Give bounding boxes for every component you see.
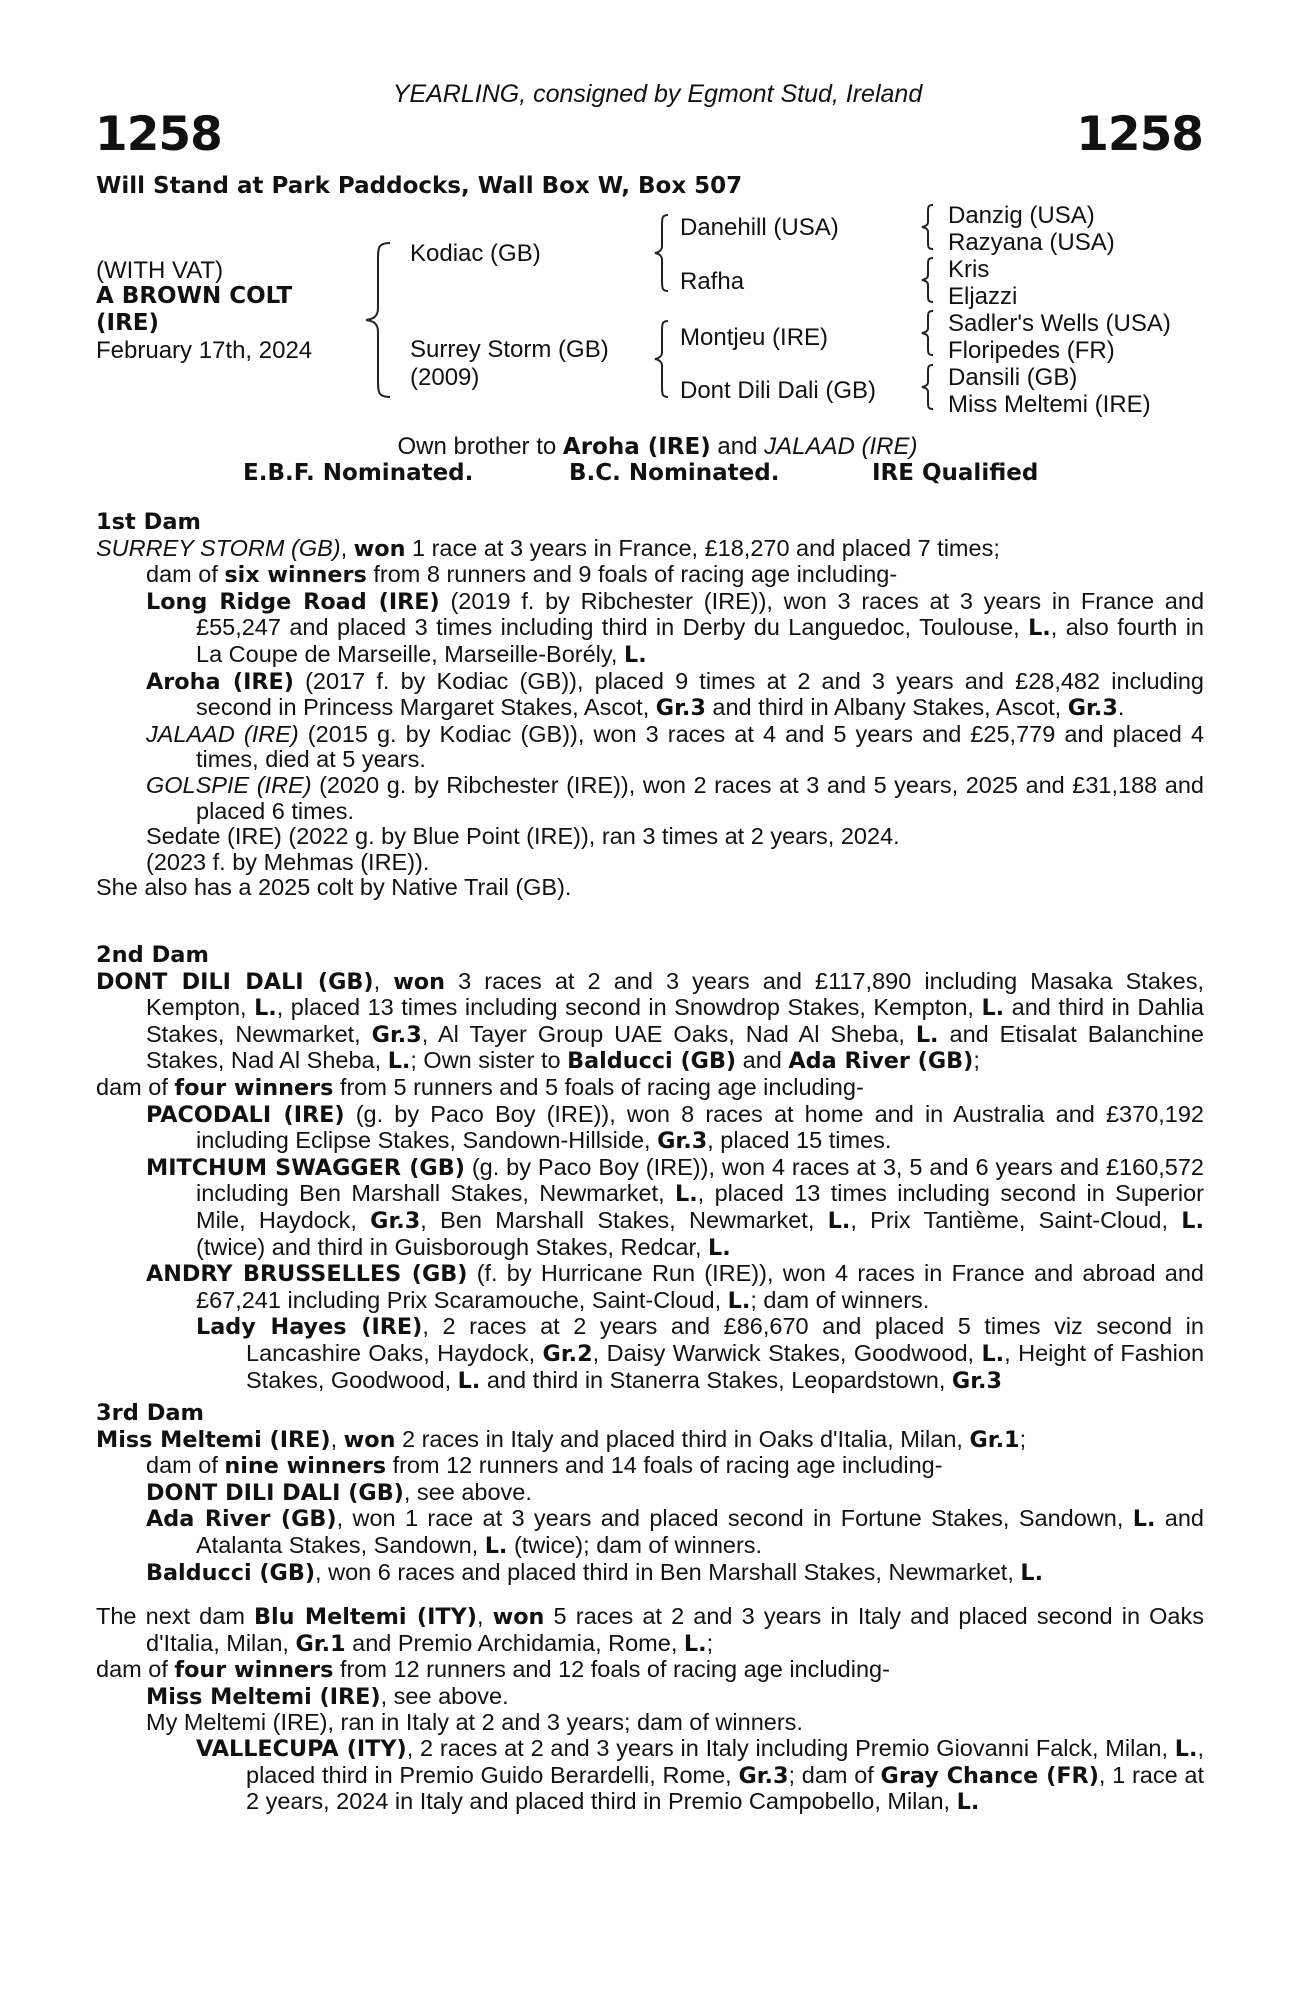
lot-number-right: 1258	[1076, 107, 1203, 162]
first-dam-heading: 1st Dam	[96, 509, 201, 535]
offspring-vallecupa: VALLECUPA (ITY), 2 races at 2 and 3 years in Italy including Premio Giovanni Falck, Milan, L., placed third in Premio Guido Berardelli, Rome, Gr.3; dam of Gray Chance (FR), 1 race at 2 years, 2024 in Italy and placed third in Premio Campobello, Milan, L.	[196, 1734, 1205, 1816]
next-dam-summary: The next dam Blu Meltemi (ITY), won 5 races at 2 and 3 years in Italy and placed second in Oaks d'Italia, Milan, Gr.1 and Premio Archidamia, Rome, L.;	[96, 1603, 1205, 1657]
own-brother-note: Own brother to Aroha (IRE) and JALAAD (IRE)	[397, 433, 918, 460]
lot-number-left: 1258	[95, 107, 222, 162]
pedigree-sds: Kris	[948, 256, 990, 283]
horse-origin: (IRE)	[96, 310, 160, 336]
second-dam-section	[96, 943, 1204, 1394]
offspring-sedate: Sedate (IRE) (2022 g. by Blue Point (IRE)), ran 3 times at 2 years, 2024.	[146, 823, 900, 850]
third-dam-section	[96, 1401, 1204, 1586]
pedigree-brace-g2	[918, 255, 938, 305]
pedigree-dds: Dansili (GB)	[948, 364, 1078, 391]
offspring-2023-filly: (2023 f. by Mehmas (IRE)).	[146, 848, 430, 875]
pedigree-dsd: Floripedes (FR)	[948, 337, 1115, 364]
consignment-line: YEARLING, consigned by Egmont Stud, Ireland	[392, 80, 923, 108]
offspring-golspie: GOLSPIE (IRE) (2020 g. by Ribchester (IRE)), won 2 races at 3 and 5 years, 2025 and £31,188 and placed 6 times.	[146, 771, 1204, 824]
pedigree-brace-main	[360, 240, 400, 400]
bc-nomination: B.C. Nominated.	[569, 460, 780, 486]
pedigree-sire-dam: Rafha	[680, 268, 745, 295]
pedigree-sire-sire: Danehill (USA)	[680, 214, 839, 241]
third-dam-summary: Miss Meltemi (IRE), won 2 races in Italy and placed third in Oaks d'Italia, Milan, Gr.1; dam of nine winners from 12 runners and 14 foals of racing age including-	[96, 1425, 1027, 1480]
offspring-pacodali: PACODALI (IRE) (g. by Paco Boy (IRE)), won 8 races at home and in Australia and £370,192 including Eclipse Stakes, Sandown-Hillside, Gr.3, placed 15 times.	[146, 1100, 1204, 1155]
pedigree-sss: Danzig (USA)	[948, 202, 1095, 229]
vat-note: (WITH VAT)	[96, 257, 224, 284]
pedigree-dss: Sadler's Wells (USA)	[948, 310, 1171, 337]
pedigree-brace-g1	[918, 202, 938, 252]
pedigree-ssd: Razyana (USA)	[948, 229, 1115, 256]
pedigree-brace-dam	[650, 318, 674, 400]
offspring-lady-hayes: Lady Hayes (IRE), 2 races at 2 years and £86,670 and placed 5 times viz second in Lancashire Oaks, Haydock, Gr.2, Daisy Warwick Stakes, Goodwood, L., Height of Fashion Stakes, Goodwood, L. and third in Stanerra Stakes, Leopardstown, Gr.3	[196, 1313, 1205, 1394]
pedigree-brace-sire	[650, 212, 674, 294]
pedigree-sdd: Eljazzi	[948, 283, 1018, 310]
offspring-dont-dili-dali: DONT DILI DALI (GB), see above.	[146, 1478, 532, 1506]
offspring-my-meltemi: My Meltemi (IRE), ran in Italy at 2 and 3 years; dam of winners.	[146, 1709, 803, 1736]
next-dam-section	[96, 1604, 1204, 1816]
foaling-date: February 17th, 2024	[96, 337, 313, 364]
offspring-long-ridge-road: Long Ridge Road (IRE) (2019 f. by Ribchester (IRE)), won 3 races at 3 years in France and £55,247 and placed 3 times including third in Derby du Languedoc, Toulouse, L., also fourth in La Coupe de Marseille, Marseille-Borély, L.	[146, 587, 1205, 668]
pedigree-ddd: Miss Meltemi (IRE)	[948, 391, 1151, 418]
ebf-nomination: E.B.F. Nominated.	[243, 460, 474, 486]
third-dam-heading: 3rd Dam	[96, 1400, 204, 1426]
offspring-jalaad: JALAAD (IRE) (2015 g. by Kodiac (GB)), won 3 races at 4 and 5 years and £25,779 and placed 4 times, died at 5 years.	[146, 720, 1205, 773]
pedigree-sire: Kodiac (GB)	[410, 240, 541, 267]
second-dam-produce: dam of four winners from 5 runners and 5 foals of racing age including-	[96, 1073, 864, 1101]
pedigree-dam: Surrey Storm (GB)	[410, 336, 609, 363]
offspring-balducci: Balducci (GB), won 6 races and placed third in Ben Marshall Stakes, Newmarket, L.	[146, 1558, 1044, 1586]
pedigree-brace-g3	[918, 308, 938, 358]
offspring-ada-river: Ada River (GB), won 1 race at 3 years and placed second in Fortune Stakes, Sandown, L. and Atalanta Stakes, Sandown, L. (twice); dam of winners.	[146, 1505, 1205, 1559]
offspring-andry-brusselles: ANDRY BRUSSELLES (GB) (f. by Hurricane Run (IRE)), won 4 races in France and abroad and £67,241 including Prix Scaramouche, Saint-Cloud, L.; dam of winners.	[146, 1260, 1204, 1314]
next-dam-produce: dam of four winners from 12 runners and 12 foals of racing age including-	[96, 1656, 890, 1684]
first-dam-summary: SURREY STORM (GB), won 1 race at 3 years in France, £18,270 and placed 7 times; dam of six winners from 8 runners and 9 foals of racing age including-	[96, 534, 1000, 589]
offspring-miss-meltemi: Miss Meltemi (IRE), see above.	[146, 1682, 509, 1710]
offspring-2025-colt: She also has a 2025 colt by Native Trail (GB).	[96, 874, 572, 901]
pedigree-dam-dam: Dont Dili Dali (GB)	[680, 377, 877, 404]
first-dam-section	[96, 510, 1204, 901]
pedigree-dam-year: (2009)	[410, 364, 480, 391]
second-dam-summary: DONT DILI DALI (GB), won 3 races at 2 and 3 years and £117,890 including Masaka Stakes, Kempton, L., placed 13 times including second in Snowdrop Stakes, Kempton, L. and third in Dahlia Stakes, Newmarket, Gr.3, Al Tayer Group UAE Oaks, Nad Al Sheba, L. and Etisalat Balanchine Stakes, Nad Al Sheba, L.; Own sister to Balducci (GB) and Ada River (GB);	[96, 967, 1205, 1075]
offspring-aroha: Aroha (IRE) (2017 f. by Kodiac (GB)), placed 9 times at 2 and 3 years and £28,482 including second in Princess Margaret Stakes, Ascot, Gr.3 and third in Albany Stakes, Ascot, Gr.3.	[146, 667, 1204, 722]
pedigree-dam-sire: Montjeu (IRE)	[680, 324, 829, 351]
ire-qualified: IRE Qualified	[872, 460, 1039, 486]
stand-location: Will Stand at Park Paddocks, Wall Box W, Box 507	[96, 173, 743, 199]
pedigree-brace-g4	[918, 362, 938, 412]
horse-description: A BROWN COLT	[96, 283, 293, 309]
offspring-mitchum-swagger: MITCHUM SWAGGER (GB) (g. by Paco Boy (IRE)), won 4 races at 3, 5 and 6 years and £160,572 including Ben Marshall Stakes, Newmarket, L., placed 13 times including second in Superior Mile, Haydock, Gr.3, Ben Marshall Stakes, Newmarket, L., Prix Tantième, Saint-Cloud, L. (twice) and third in Guisborough Stakes, Redcar, L.	[146, 1153, 1204, 1261]
second-dam-heading: 2nd Dam	[96, 942, 209, 968]
